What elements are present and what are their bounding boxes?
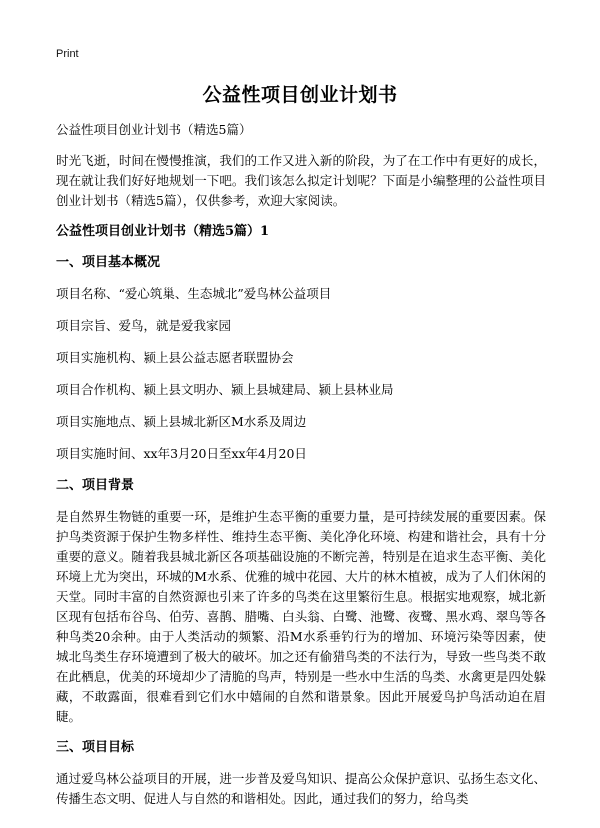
intro-paragraph: 时光飞逝，时间在慢慢推演，我们的工作又进入新的阶段，为了在工作中有更好的成长，现在就让我们好好地规划一下吧。我们该怎么拟定计划呢？下面是小编整理的公益性项目创业计划书（精选5篇），仅供参考，欢迎大家阅读。: [56, 153, 546, 208]
overview-item-name: 项目名称、“爱心筑巢、生态城北”爱鸟林公益项目: [56, 286, 332, 301]
print-link[interactable]: Print: [56, 48, 79, 60]
overview-item-purpose: 项目宗旨、爱鸟，就是爱我家园: [56, 318, 232, 333]
background-paragraph: 是自然界生物链的重要一环，是维护生态平衡的重要力量，是可持续发展的重要因素。保护鸟类资源于保护生物多样性、维持生态平衡、美化净化环境、构建和谐社会，具有十分重要的意义。随着我县城北新区各项基础设施的不断完善，特别是在追求生态平衡、美化环境上尤为突出，环城的M水系、优雅的城中花园、大片的林木植被，成为了人们休闲的天堂。同时丰富的自然资源也引来了许多的鸟类在这里繁衍生息。根据实地观察，城北新区现有包括布谷鸟、伯劳、喜鹊、腊嘴、白头翁、白鹭、池鹭、夜鹭、黑水鸡、翠鸟等各种鸟类20余种。由于人类活动的频繁、沿M水系垂钓行为的增加、环境污染等因素，使城北鸟类生存环境遭到了极大的破坏。加之还有偷猎鸟类的不法行为，导致一些鸟类不敢在此栖息，优美的环境却少了清脆的鸟声，特别是一些水中生活的鸟类、水禽更是四处躲藏，不敢露面，很难看到它们水中嬉闹的自然和谐景象。因此开展爱鸟护鸟活动迫在眉睫。: [56, 509, 546, 724]
page-title: 公益性项目创业计划书: [202, 84, 398, 106]
section-heading-background: 二、项目背景: [56, 478, 135, 493]
document-body: [56, 120, 546, 815]
overview-item-location: 项目实施地点、颍上县城北新区M水系及周边: [56, 414, 307, 429]
goals-paragraph: 通过爱鸟林公益项目的开展，进一步普及爱鸟知识、提高公众保护意识、弘扬生态文化、传播生态文明、促进人与自然的和谐相处。因此，通过我们的努力，给鸟类: [56, 771, 546, 806]
overview-item-partners: 项目合作机构、颍上县文明办、颍上县城建局、颍上县林业局: [56, 382, 394, 397]
article-heading: 公益性项目创业计划书（精选5篇）1: [56, 224, 270, 239]
section-heading-overview: 一、项目基本概况: [56, 255, 161, 270]
overview-item-organizer: 项目实施机构、颍上县公益志愿者联盟协会: [56, 350, 294, 365]
overview-item-time: 项目实施时间、xx年3月20日至xx年4月20日: [56, 446, 307, 461]
section-heading-goals: 三、项目目标: [56, 740, 135, 755]
document-subtitle: 公益性项目创业计划书（精选5篇）: [56, 122, 252, 137]
